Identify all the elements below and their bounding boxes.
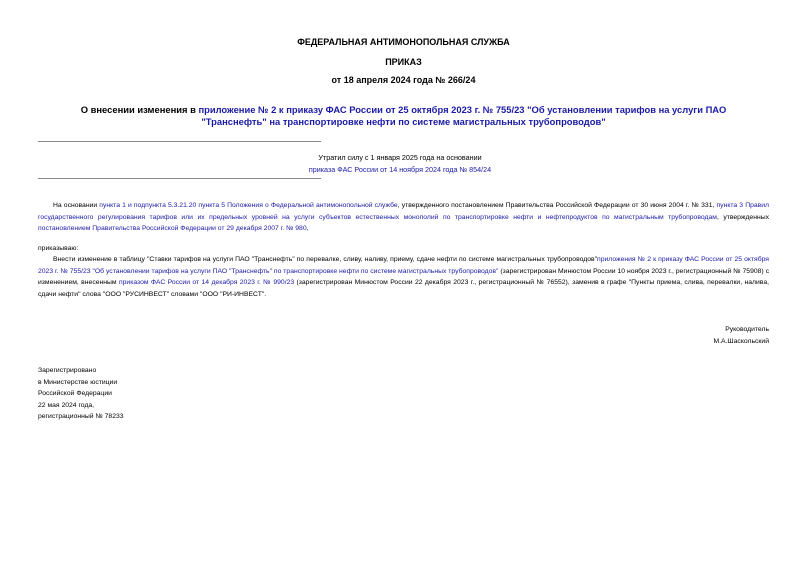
lost-force-text: Утратил силу с 1 января 2025 года на основании: [318, 153, 482, 162]
basis-link-2[interactable]: пункта 3 Правил государственного регулирования тарифов или их предельных уровней на услуги субъектов естественных монополий по транспортировке нефти и нефтепродуктов по магистральным трубопроводам: [38, 202, 770, 221]
registration-line-1: Зарегистрировано: [38, 367, 97, 374]
title-link[interactable]: приложение № 2 к приказу ФАС России от 25 октября 2023 г. № 755/23 "Об установлении тарифов на услуги ПАО "Транснефть" на транспортировке нефти по системе магистральных трубопроводов": [198, 104, 727, 127]
basis-text-2: , утвержденного постановлением Правительства Российской Федерации от 30 июня 2004 г. № 331,: [397, 202, 717, 209]
basis-link-1[interactable]: пункта 1 и подпункта 5.3.21.20 пункта 5 Положения о Федеральной антимонопольной службе: [99, 202, 398, 209]
title-prefix: О внесении изменения в: [80, 104, 199, 115]
basis-text-3: , утвержденных: [716, 213, 770, 221]
registration-line-4: 22 мая 2024 года,: [38, 401, 95, 409]
signature-block: [713, 324, 769, 347]
divider-top: [38, 141, 321, 142]
order-word: приказываю:: [38, 245, 79, 252]
registration-line-5: регистрационный № 78233: [38, 413, 124, 420]
basis-link-3[interactable]: постановлением Правительства Российской Федерации от 29 декабря 2007 г. № 980: [38, 225, 307, 232]
agency-name: ФЕДЕРАЛЬНАЯ АНТИМОНОПОЛЬНАЯ СЛУЖБА: [297, 37, 510, 47]
change-link-1[interactable]: приложения № 2 к приказу ФАС России от 25 октября 2023 г. № 755/23 "Об установлении тарифов на услуги ПАО "Транснефть" по транспортировке нефти по системе магистральных трубопроводов": [38, 256, 769, 275]
registration-block: [38, 365, 124, 423]
registration-line-2: в Министерстве юстиции: [38, 378, 118, 386]
doc-type: ПРИКАЗ: [385, 57, 422, 67]
divider-bottom: [38, 178, 321, 179]
signature-position: Руководитель: [725, 326, 769, 333]
document-title: [50, 104, 757, 128]
registration-line-3: Российской Федерации: [38, 390, 112, 397]
basis-text-1: На основании: [53, 202, 100, 209]
basis-paragraph: [38, 200, 769, 235]
change-text-3: (зарегистрирован Минюстом России 22 декабря 2023 г., регистрационный № 76552), заменив в графе "Пункты приема, слива, перевалки, налива, сдачи нефти" слова "ООО "РУСИНВЕСТ" словами "ООО "РИ-ИНВЕСТ".: [38, 279, 769, 298]
lost-force-note: [230, 152, 570, 176]
doc-date-number: от 18 апреля 2024 года № 266/24: [331, 75, 476, 85]
change-text-1: Внести изменение в таблицу "Ставки тарифов на услуги ПАО "Транснефть" по перевалке, сливу, наливу, приему, сдаче нефти по системе магистральных трубопроводов": [53, 256, 598, 263]
basis-text-4: ,: [306, 225, 309, 232]
change-link-2[interactable]: приказом ФАС России от 14 декабря 2023 г. № 990/23: [118, 279, 295, 286]
change-paragraph: [38, 254, 769, 300]
lost-force-link[interactable]: приказа ФАС России от 14 ноября 2024 года № 854/24: [308, 165, 492, 174]
change-text-2: (зарегистрирован Минюстом России 10 ноября 2023 г., регистрационный № 75908) с изменением, внесенным: [38, 267, 769, 286]
signature-name: М.А.Шаскольский: [713, 337, 769, 345]
